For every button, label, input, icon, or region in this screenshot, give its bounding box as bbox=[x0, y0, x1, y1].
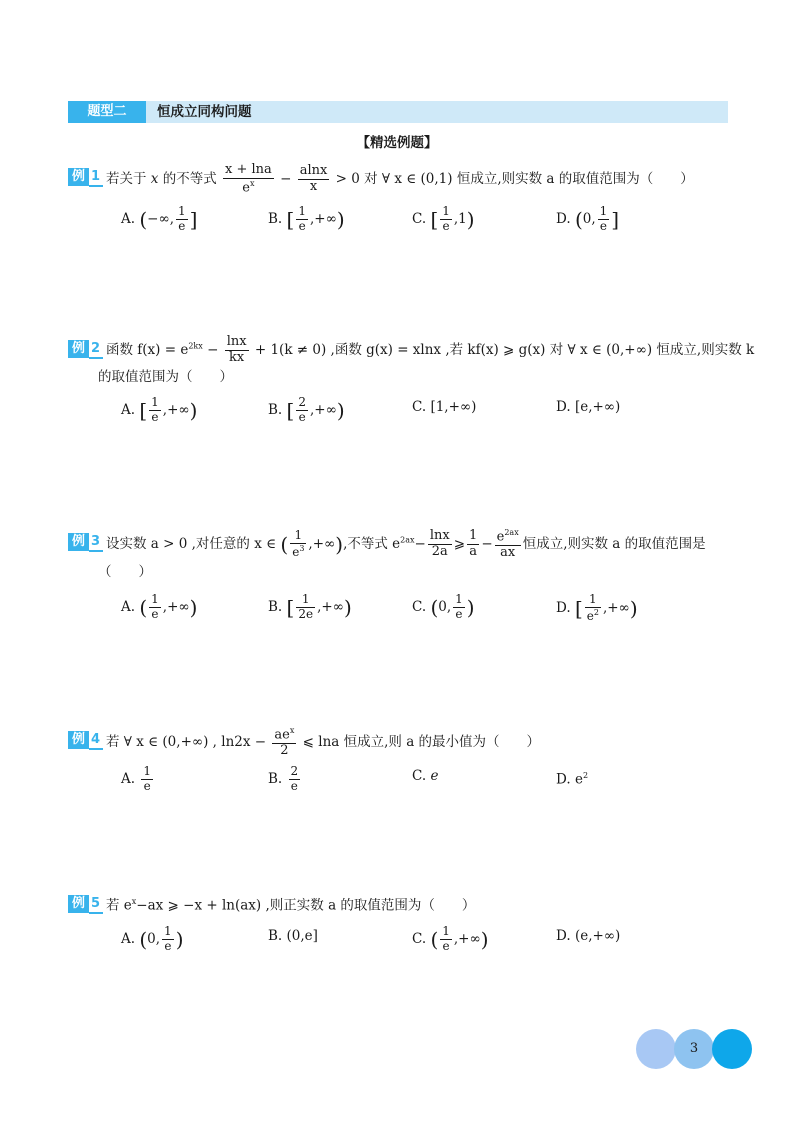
option-label: B. bbox=[268, 401, 283, 418]
stem-text: 设实数 a > 0 ,对任意的 x ∈ bbox=[106, 536, 277, 553]
numerator: 1 bbox=[455, 592, 463, 606]
stem-text: 若关于 bbox=[106, 171, 147, 188]
bracket: ) bbox=[335, 532, 344, 557]
numerator: 1 bbox=[442, 924, 450, 938]
numerator: 1 bbox=[164, 924, 172, 938]
example-word: 例 bbox=[68, 731, 89, 749]
option-label: D. bbox=[556, 599, 571, 616]
option-text: e bbox=[430, 768, 439, 784]
option-label: D. bbox=[556, 210, 571, 227]
bracket: [ bbox=[286, 595, 295, 620]
option-label: C. bbox=[412, 598, 427, 615]
stem-text: −ax ⩾ −x + ln(ax) ,则正实数 a 的取值范围为（ ） bbox=[136, 897, 476, 914]
example-1-stem bbox=[106, 163, 694, 196]
option-a[interactable] bbox=[121, 925, 184, 954]
denominator: e bbox=[164, 938, 172, 953]
fraction bbox=[440, 925, 452, 954]
denominator: e bbox=[178, 218, 186, 233]
denominator bbox=[223, 179, 274, 196]
option-b[interactable] bbox=[268, 593, 352, 622]
fraction bbox=[225, 335, 249, 366]
denominator: e bbox=[442, 218, 450, 233]
numerator: 2 bbox=[290, 764, 299, 778]
option-text: ,+∞ bbox=[453, 930, 481, 947]
superscript: 2 bbox=[582, 771, 589, 780]
num-sup: x bbox=[289, 726, 295, 735]
option-text: ,+∞ bbox=[602, 599, 630, 616]
page-number: 3 bbox=[689, 1041, 699, 1056]
option-text: ,+∞ bbox=[162, 598, 190, 615]
bracket: ) bbox=[336, 207, 345, 232]
option-a[interactable] bbox=[121, 396, 197, 425]
bracket: ) bbox=[629, 596, 638, 621]
bracket: ] bbox=[189, 207, 198, 232]
fraction bbox=[296, 593, 315, 622]
denominator: 2a bbox=[431, 544, 448, 560]
fraction bbox=[223, 163, 274, 196]
option-text: ,1 bbox=[453, 210, 467, 227]
option-a[interactable] bbox=[121, 765, 155, 794]
bracket: ) bbox=[480, 927, 489, 952]
bracket: ) bbox=[336, 398, 345, 423]
option-b[interactable] bbox=[268, 396, 345, 425]
stem-text: > 0 对 ∀ x ∈ (0,1) 恒成立,则实数 a 的取值范围为（ ） bbox=[335, 171, 694, 188]
fraction bbox=[162, 925, 174, 954]
option-text: 0, bbox=[147, 930, 161, 947]
option-a[interactable] bbox=[121, 205, 197, 234]
numerator: 1 bbox=[151, 592, 159, 606]
example-number: 4 bbox=[89, 732, 103, 750]
bracket: ( bbox=[139, 595, 148, 620]
numerator: 1 bbox=[469, 528, 478, 544]
fraction bbox=[467, 529, 479, 560]
fraction bbox=[176, 205, 188, 234]
den-base: e bbox=[292, 545, 300, 560]
stem-text: ⩽ lna 恒成立,则 a 的最小值为（ ） bbox=[302, 734, 541, 751]
option-label: C. bbox=[412, 399, 427, 415]
example-5-stem bbox=[106, 891, 475, 917]
option-c[interactable] bbox=[412, 765, 438, 787]
option-label: A. bbox=[121, 930, 136, 947]
denominator bbox=[290, 544, 306, 560]
option-label: A. bbox=[121, 598, 136, 615]
option-label: D. bbox=[556, 771, 571, 788]
denominator: x bbox=[309, 179, 318, 195]
num-base: ae bbox=[274, 727, 290, 743]
example-3-tag bbox=[68, 533, 103, 551]
bracket: [ bbox=[286, 398, 295, 423]
example-2-stem-line2: 的取值范围为（ ） bbox=[98, 369, 233, 385]
option-text: (0,e] bbox=[286, 928, 318, 944]
denominator: kx bbox=[229, 349, 245, 365]
denominator: a bbox=[469, 544, 478, 560]
option-c[interactable] bbox=[412, 396, 476, 418]
example-number: 2 bbox=[89, 341, 103, 359]
denominator: e bbox=[298, 409, 306, 424]
stem-text: 若 e bbox=[106, 897, 132, 914]
example-word: 例 bbox=[68, 340, 89, 358]
example-2-stem bbox=[106, 335, 754, 366]
bracket: ( bbox=[280, 532, 289, 557]
denominator bbox=[585, 608, 601, 624]
option-c[interactable] bbox=[412, 593, 475, 622]
option-text: ,+∞ bbox=[309, 210, 337, 227]
bracket: ( bbox=[139, 927, 148, 952]
option-text: e bbox=[574, 771, 583, 788]
option-label: B. bbox=[268, 210, 283, 227]
fraction bbox=[585, 593, 601, 624]
stem-text: ,不等式 e bbox=[343, 536, 401, 553]
bracket: ) bbox=[189, 398, 198, 423]
fraction bbox=[440, 205, 452, 234]
section-title: 恒成立同构问题 bbox=[157, 104, 252, 120]
option-label: C. bbox=[412, 930, 427, 947]
option-d[interactable] bbox=[556, 396, 620, 418]
option-d[interactable] bbox=[556, 205, 619, 234]
option-d[interactable] bbox=[556, 593, 638, 624]
option-a[interactable] bbox=[121, 593, 197, 622]
bracket: [ bbox=[139, 398, 148, 423]
option-b[interactable] bbox=[268, 765, 302, 794]
numerator: 1 bbox=[143, 764, 151, 778]
example-word: 例 bbox=[68, 168, 89, 186]
example-number: 1 bbox=[89, 169, 103, 187]
fraction bbox=[149, 396, 161, 425]
bracket: [ bbox=[430, 207, 439, 232]
denominator: e bbox=[455, 606, 463, 621]
den-sup: x bbox=[250, 178, 255, 188]
bracket: ) bbox=[466, 207, 475, 232]
page-circle-decor bbox=[712, 1029, 752, 1069]
numerator: lnx bbox=[429, 528, 450, 544]
numerator: 1 bbox=[178, 204, 186, 218]
bracket: [ bbox=[574, 596, 583, 621]
option-b[interactable] bbox=[268, 925, 318, 947]
numerator: 1 bbox=[296, 593, 315, 608]
stem-var: x bbox=[150, 171, 159, 188]
option-text: (e,+∞) bbox=[574, 928, 621, 944]
den-base: e bbox=[242, 180, 250, 196]
bracket: [ bbox=[286, 207, 295, 232]
stem-text: 函数 f(x) = e bbox=[106, 341, 189, 358]
bracket: ) bbox=[466, 595, 475, 620]
fraction bbox=[141, 765, 153, 794]
option-text: ,+∞ bbox=[317, 598, 344, 615]
fraction bbox=[289, 765, 301, 794]
fraction bbox=[296, 396, 308, 425]
operator: − bbox=[414, 536, 426, 553]
stem-text: 恒成立,则实数 a 的取值范围是 bbox=[522, 536, 706, 553]
option-text: −∞, bbox=[147, 210, 175, 227]
option-label: A. bbox=[121, 770, 136, 787]
bracket: ] bbox=[611, 207, 620, 232]
example-number: 5 bbox=[89, 896, 103, 914]
option-label: B. bbox=[268, 770, 283, 787]
option-text: 0, bbox=[582, 210, 596, 227]
example-5-tag bbox=[68, 895, 103, 913]
fraction bbox=[453, 593, 465, 622]
fraction bbox=[428, 529, 452, 560]
den-sup: 2 bbox=[593, 607, 599, 617]
stem-text: ,+∞ bbox=[308, 536, 336, 553]
section-tag: 题型二 bbox=[68, 101, 146, 123]
den-sup: 3 bbox=[299, 544, 305, 554]
denominator: e bbox=[290, 778, 298, 793]
option-text: ,+∞ bbox=[162, 401, 190, 418]
numerator: alnx bbox=[299, 163, 328, 179]
denominator: e bbox=[151, 409, 159, 424]
numerator: 1 bbox=[599, 204, 608, 218]
example-3-stem-line2: （ ） bbox=[98, 564, 152, 580]
selected-examples-title: 【精选例题】 bbox=[356, 135, 438, 151]
superscript: x bbox=[131, 897, 137, 906]
operator: ⩾ bbox=[453, 536, 466, 553]
num-base: e bbox=[496, 529, 505, 545]
stem-text: 的不等式 bbox=[162, 171, 217, 188]
option-d[interactable] bbox=[556, 765, 588, 791]
example-3-stem bbox=[106, 528, 706, 561]
option-label: B. bbox=[268, 928, 283, 944]
option-text: 0, bbox=[438, 598, 452, 615]
numerator: lnx bbox=[226, 334, 247, 349]
superscript: 2kx bbox=[188, 341, 203, 351]
num-sup: 2ax bbox=[504, 528, 519, 537]
option-label: A. bbox=[121, 210, 136, 227]
numerator: 2 bbox=[298, 395, 306, 409]
option-label: D. bbox=[556, 928, 571, 944]
bracket: ) bbox=[175, 927, 184, 952]
bracket: ( bbox=[430, 927, 439, 952]
example-word: 例 bbox=[68, 533, 89, 551]
option-label: C. bbox=[412, 210, 427, 227]
den-base: e bbox=[586, 608, 594, 623]
numerator: x + lna bbox=[225, 162, 272, 177]
stem-text: 若 ∀ x ∈ (0,+∞) , ln2x − bbox=[106, 734, 267, 751]
page-circle-decor bbox=[636, 1029, 676, 1069]
denominator: e bbox=[143, 778, 151, 793]
fraction bbox=[298, 164, 330, 195]
fraction bbox=[149, 593, 161, 622]
stem-text: + 1(k ≠ 0) ,函数 g(x) = xlnx ,若 kf(x) ⩾ g(x) 对 ∀ x ∈ (0,+∞) 恒成立,则实数 k bbox=[254, 341, 755, 358]
operator: − bbox=[207, 341, 219, 358]
denominator: 2 bbox=[280, 743, 289, 759]
numerator: 1 bbox=[442, 204, 450, 218]
option-label: C. bbox=[412, 768, 427, 784]
denominator: 2e bbox=[298, 606, 314, 621]
denominator: e bbox=[151, 606, 159, 621]
denominator: ax bbox=[500, 545, 516, 561]
example-1-tag bbox=[68, 168, 103, 186]
bracket: ) bbox=[343, 595, 352, 620]
fraction bbox=[290, 529, 306, 560]
bracket: ( bbox=[430, 595, 439, 620]
operator: − bbox=[280, 171, 292, 188]
numerator bbox=[495, 528, 521, 546]
bracket: ( bbox=[574, 207, 583, 232]
denominator: e bbox=[298, 218, 306, 233]
option-d[interactable] bbox=[556, 925, 620, 947]
option-b[interactable] bbox=[268, 205, 345, 234]
numerator: 1 bbox=[151, 395, 159, 409]
option-label: A. bbox=[121, 401, 136, 418]
fraction bbox=[296, 205, 308, 234]
option-text: [e,+∞) bbox=[574, 399, 621, 415]
numerator: 1 bbox=[585, 593, 601, 608]
option-c[interactable] bbox=[412, 205, 475, 234]
option-c[interactable] bbox=[412, 925, 489, 954]
option-text: [1,+∞) bbox=[430, 399, 477, 415]
example-4-stem bbox=[106, 726, 540, 759]
numerator: 1 bbox=[298, 204, 306, 218]
option-label: B. bbox=[268, 598, 283, 615]
bracket: ) bbox=[189, 595, 198, 620]
bracket: ( bbox=[139, 207, 148, 232]
option-label: D. bbox=[556, 399, 571, 415]
fraction bbox=[272, 726, 296, 759]
numerator bbox=[272, 726, 296, 744]
example-word: 例 bbox=[68, 895, 89, 913]
denominator: e bbox=[599, 218, 608, 233]
fraction bbox=[495, 528, 521, 561]
operator: − bbox=[481, 536, 493, 553]
superscript: 2ax bbox=[400, 535, 415, 545]
numerator: 1 bbox=[290, 529, 306, 544]
example-number: 3 bbox=[89, 534, 103, 552]
denominator: e bbox=[442, 938, 450, 953]
option-text: ,+∞ bbox=[309, 401, 337, 418]
fraction bbox=[598, 205, 610, 234]
example-4-tag bbox=[68, 731, 103, 749]
example-2-tag bbox=[68, 340, 103, 358]
